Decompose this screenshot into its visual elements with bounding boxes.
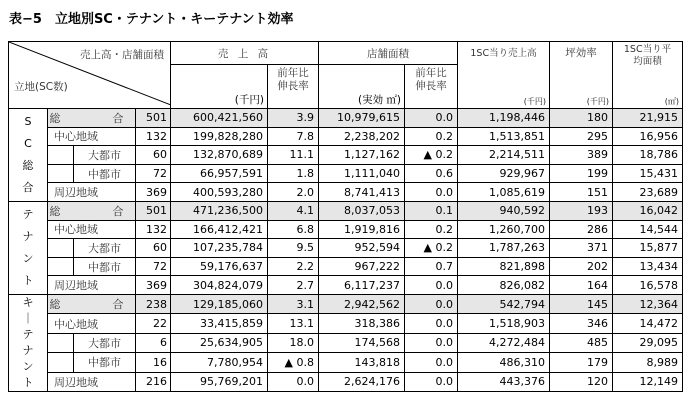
sales-yoy-value: 7.8 (268, 127, 319, 146)
area-value: 952,594 (319, 239, 405, 258)
table-row (9, 239, 683, 258)
sc-count: 132 (136, 220, 171, 239)
sales-value: 7,780,954 (171, 353, 268, 372)
avg-area-value: 14,472 (613, 314, 683, 333)
table-row (9, 372, 683, 391)
tsubo-value: 151 (550, 183, 613, 202)
area-value: 318,386 (319, 314, 405, 333)
sales-yoy-value: 9.5 (268, 239, 319, 258)
area-yoy-label: 前年比伸長率 (415, 67, 447, 92)
sales-value: 95,769,201 (171, 372, 268, 391)
corner-header-cell (9, 42, 171, 109)
area-value: 6,117,237 (319, 276, 405, 295)
area-yoy-value: 0.0 (405, 333, 458, 352)
sales-value: 59,176,637 (171, 257, 268, 276)
avg-area-value: 16,042 (613, 201, 683, 220)
sales-value: 400,593,280 (171, 183, 268, 202)
area-yoy-value: 0.2 (405, 127, 458, 146)
avg-area-value: 18,786 (613, 146, 683, 165)
corner-bottom-label: 立地(SC数) (14, 81, 68, 93)
sales-value: 129,185,060 (171, 294, 268, 313)
sc-count: 238 (136, 294, 171, 313)
area-value: 10,979,615 (319, 109, 405, 128)
area-yoy-value: 0.0 (405, 276, 458, 295)
row-label: 大都市 (74, 239, 136, 258)
group-label-char: S (24, 114, 32, 128)
area-yoy-value: 0.0 (405, 109, 458, 128)
area-value: 2,238,202 (319, 127, 405, 146)
sales-yoy-value: 18.0 (268, 333, 319, 352)
area-yoy-header (405, 65, 458, 109)
corner-top-label: 売上高・店舗面積 (80, 49, 164, 61)
table-row (9, 294, 683, 313)
avg-area-header (613, 42, 683, 109)
avg-area-value: 12,364 (613, 294, 683, 313)
sales-yoy-header (268, 65, 319, 109)
row-label: 中心地域 (48, 220, 136, 239)
per-sc-sales-value: 1,787,263 (458, 239, 550, 258)
group-label-char: 合 (22, 180, 34, 194)
area-yoy-value: 0.0 (405, 372, 458, 391)
per-sc-sales-value: 1,513,851 (458, 127, 550, 146)
sc-count: 72 (136, 257, 171, 276)
tsubo-value: 485 (550, 333, 613, 352)
area-value: 1,111,040 (319, 164, 405, 183)
area-yoy-value: ▲ 0.2 (405, 239, 458, 258)
sc-count: 132 (136, 127, 171, 146)
sales-yoy-value: 0.0 (268, 372, 319, 391)
table-row (9, 127, 683, 146)
sc-count: 72 (136, 164, 171, 183)
indent-cell (48, 257, 74, 276)
sales-yoy-label: 前年比伸長率 (277, 67, 309, 92)
sales-yoy-value: 4.1 (268, 201, 319, 220)
sales-yoy-value: 2.7 (268, 276, 319, 295)
group-label (9, 201, 48, 294)
sales-value: 107,235,784 (171, 239, 268, 258)
sales-yoy-value: 3.9 (268, 109, 319, 128)
avg-area-value: 21,915 (613, 109, 683, 128)
area-yoy-value: 0.0 (405, 294, 458, 313)
area-value: 8,037,053 (319, 201, 405, 220)
sales-yoy-value: ▲ 0.8 (268, 353, 319, 372)
per-sc-sales-value: 4,272,484 (458, 333, 550, 352)
tsubo-value: 199 (550, 164, 613, 183)
sales-yoy-value: 6.8 (268, 220, 319, 239)
per-sc-sales-value: 821,898 (458, 257, 550, 276)
area-value: 174,568 (319, 333, 405, 352)
tsubo-label: 坪効率 (565, 47, 597, 59)
tsubo-value: 145 (550, 294, 613, 313)
tsubo-unit: (千円) (586, 97, 609, 106)
per-sc-sales-value: 443,376 (458, 372, 550, 391)
table-row (9, 333, 683, 352)
sales-yoy-value: 2.2 (268, 257, 319, 276)
sc-count: 501 (136, 201, 171, 220)
per-sc-sales-value: 486,310 (458, 353, 550, 372)
sales-yoy-value: 1.8 (268, 164, 319, 183)
tsubo-value: 389 (550, 146, 613, 165)
group-label-char: ナ (22, 343, 34, 357)
tsubo-value: 371 (550, 239, 613, 258)
sales-value: 471,236,500 (171, 201, 268, 220)
avg-area-value: 29,095 (613, 333, 683, 352)
per-sc-sales-value: 1,518,903 (458, 314, 550, 333)
sales-value: 166,412,421 (171, 220, 268, 239)
row-label: 中都市 (74, 353, 136, 372)
sales-unit: (千円) (171, 65, 268, 109)
area-value: 8,741,413 (319, 183, 405, 202)
row-label: 総 合 (48, 109, 136, 128)
area-yoy-value: 0.2 (405, 220, 458, 239)
row-label: 中都市 (74, 257, 136, 276)
tsubo-header (550, 42, 613, 109)
table-row (9, 314, 683, 333)
area-yoy-value: 0.0 (405, 353, 458, 372)
table-row (9, 257, 683, 276)
row-label: 大都市 (74, 333, 136, 352)
per-sc-sales-value: 2,214,511 (458, 146, 550, 165)
table-row (9, 276, 683, 295)
per-sc-sales-value: 929,967 (458, 164, 550, 183)
group-label-char: ナ (22, 229, 34, 243)
indent-cell (48, 239, 74, 258)
per-sc-sales-value: 1,260,700 (458, 220, 550, 239)
avg-area-unit: (㎡) (664, 97, 679, 106)
area-value: 1,919,816 (319, 220, 405, 239)
group-label-char: ト (22, 273, 34, 287)
indent-cell (48, 164, 74, 183)
group-label-char: キ (22, 295, 34, 309)
row-label: 周辺地域 (48, 372, 136, 391)
sc-count: 16 (136, 353, 171, 372)
sales-value: 25,634,905 (171, 333, 268, 352)
tsubo-value: 193 (550, 201, 613, 220)
table-row (9, 183, 683, 202)
per-sc-sales-value: 826,082 (458, 276, 550, 295)
group-label (9, 294, 48, 391)
area-header: 店舗面積 (319, 42, 458, 65)
sales-value: 304,824,079 (171, 276, 268, 295)
table-row (9, 220, 683, 239)
sales-value: 600,421,560 (171, 109, 268, 128)
table-row (9, 146, 683, 165)
avg-area-value: 15,877 (613, 239, 683, 258)
area-unit: (実効 ㎡) (319, 65, 405, 109)
group-label-char: テ (22, 327, 34, 341)
sales-yoy-value: 3.1 (268, 294, 319, 313)
group-label-char: ン (22, 359, 34, 373)
sales-value: 132,870,689 (171, 146, 268, 165)
sales-yoy-value: 13.1 (268, 314, 319, 333)
area-value: 143,818 (319, 353, 405, 372)
tsubo-value: 295 (550, 127, 613, 146)
avg-area-value: 8,989 (613, 353, 683, 372)
tsubo-value: 120 (550, 372, 613, 391)
per-sc-sales-value: 542,794 (458, 294, 550, 313)
row-label: 総 合 (48, 201, 136, 220)
table-row (9, 109, 683, 128)
area-yoy-value: 0.0 (405, 314, 458, 333)
area-yoy-value: 0.1 (405, 201, 458, 220)
sc-count: 6 (136, 333, 171, 352)
area-value: 2,624,176 (319, 372, 405, 391)
sales-yoy-value: 2.0 (268, 183, 319, 202)
tsubo-value: 164 (550, 276, 613, 295)
row-label: 総 合 (48, 294, 136, 313)
area-yoy-value: 0.6 (405, 164, 458, 183)
table-row (9, 201, 683, 220)
table-body (9, 109, 683, 392)
per-sc-sales-header (458, 42, 550, 109)
avg-area-value: 16,956 (613, 127, 683, 146)
group-label-char: ト (22, 375, 34, 389)
avg-area-label: 1SC当り平均面積 (623, 44, 672, 67)
per-sc-sales-value: 1,085,619 (458, 183, 550, 202)
group-label-char: C (24, 136, 32, 150)
avg-area-value: 14,544 (613, 220, 683, 239)
area-yoy-value: 0.7 (405, 257, 458, 276)
row-label: 周辺地域 (48, 276, 136, 295)
group-label-char: 総 (22, 158, 34, 172)
sc-count: 60 (136, 239, 171, 258)
table-row (9, 164, 683, 183)
tsubo-value: 202 (550, 257, 613, 276)
table-row (9, 353, 683, 372)
tsubo-value: 179 (550, 353, 613, 372)
group-label-char: ｜ (22, 311, 34, 325)
row-label: 中心地域 (48, 314, 136, 333)
sc-count: 369 (136, 276, 171, 295)
sales-value: 33,415,859 (171, 314, 268, 333)
sc-count: 216 (136, 372, 171, 391)
area-value: 2,942,562 (319, 294, 405, 313)
sc-count: 369 (136, 183, 171, 202)
avg-area-value: 23,689 (613, 183, 683, 202)
row-label: 大都市 (74, 146, 136, 165)
tsubo-value: 286 (550, 220, 613, 239)
sales-value: 66,957,591 (171, 164, 268, 183)
area-value: 967,222 (319, 257, 405, 276)
per-sc-sales-label: 1SC当り売上高 (470, 48, 537, 59)
indent-cell (48, 146, 74, 165)
group-label-char: ン (22, 251, 34, 265)
avg-area-value: 12,149 (613, 372, 683, 391)
per-sc-sales-unit: (千円) (523, 97, 546, 106)
table-title: 表−5 立地別SC・テナント・キーテナント効率 (9, 12, 294, 27)
sc-count: 501 (136, 109, 171, 128)
sales-header: 売 上 高 (171, 42, 319, 65)
avg-area-value: 15,431 (613, 164, 683, 183)
area-yoy-value: 0.0 (405, 183, 458, 202)
tsubo-value: 346 (550, 314, 613, 333)
per-sc-sales-value: 940,592 (458, 201, 550, 220)
sc-count: 22 (136, 314, 171, 333)
sales-yoy-value: 11.1 (268, 146, 319, 165)
indent-cell (48, 333, 74, 352)
per-sc-sales-value: 1,198,446 (458, 109, 550, 128)
indent-cell (48, 353, 74, 372)
sc-count: 60 (136, 146, 171, 165)
row-label: 中都市 (74, 164, 136, 183)
tsubo-value: 180 (550, 109, 613, 128)
area-yoy-value: ▲ 0.2 (405, 146, 458, 165)
row-label: 周辺地域 (48, 183, 136, 202)
avg-area-value: 16,578 (613, 276, 683, 295)
efficiency-table (8, 41, 683, 392)
group-label-char: テ (22, 207, 34, 221)
row-label: 中心地域 (48, 127, 136, 146)
avg-area-value: 13,434 (613, 257, 683, 276)
group-label (9, 109, 48, 202)
area-value: 1,127,162 (319, 146, 405, 165)
sales-value: 199,828,280 (171, 127, 268, 146)
